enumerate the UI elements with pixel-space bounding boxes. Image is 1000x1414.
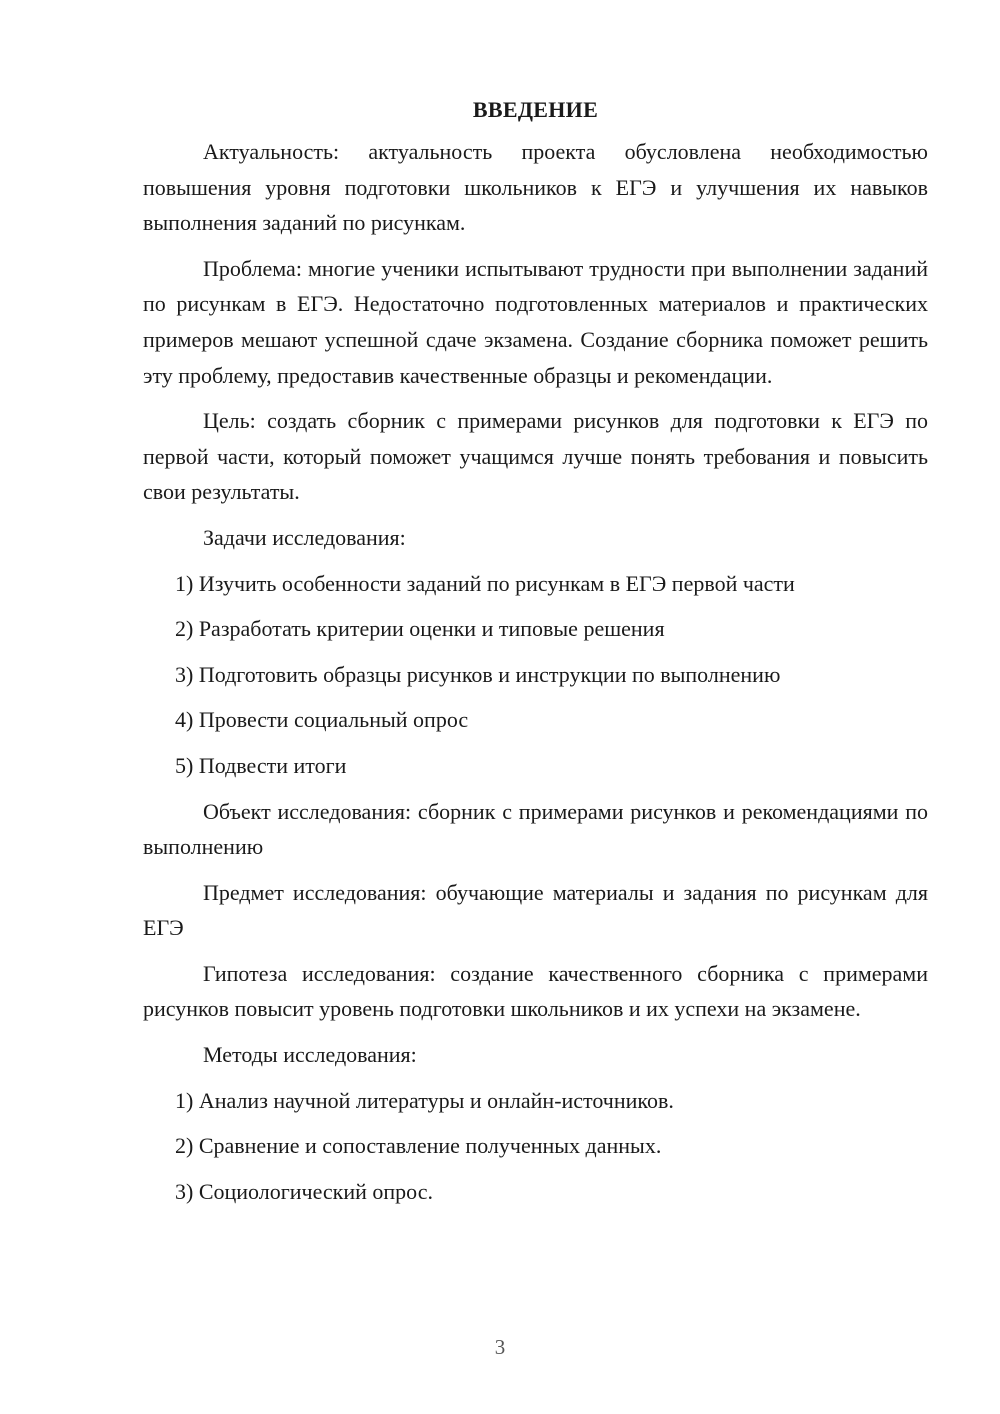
object-paragraph: Объект исследования: сборник с примерами рисунков и рекомендациями по выполнению — [143, 798, 928, 860]
methods-heading: Методы исследования: — [203, 1042, 417, 1068]
problem-paragraph: Проблема: многие ученики испытывают трудности при выполнении заданий по рисункам в ЕГЭ. Недостаточно подготовленных материалов и практических примеров мешают успешной сдаче экзамена. Создание сборника поможет решить эту проблему, предоставив качественные образцы и рекомендации. — [143, 255, 928, 388]
hypothesis-paragraph: Гипотеза исследования: создание качественного сборника с примерами рисунков повысит уровень подготовки школьников и их успехи на экзамене. — [143, 960, 928, 1022]
method-item-3: 3) Социологический опрос. — [175, 1178, 433, 1204]
method-item-1: 1) Анализ научной литературы и онлайн-источников. — [175, 1087, 674, 1113]
task-item-1: 1) Изучить особенности заданий по рисункам в ЕГЭ первой части — [175, 570, 795, 596]
page-number: 3 — [494, 1335, 506, 1359]
tasks-list — [143, 566, 928, 784]
methods-list — [143, 1083, 928, 1210]
task-item-2: 2) Разработать критерии оценки и типовые решения — [175, 616, 665, 642]
document-title: ВВЕДЕНИЕ — [472, 97, 599, 122]
tasks-heading: Задачи исследования: — [203, 524, 406, 550]
relevance-paragraph: Актуальность: актуальность проекта обусловлена необходимостью повышения уровня подготовки школьников к ЕГЭ и улучшения их навыков выполнения заданий по рисункам. — [143, 139, 928, 236]
subject-paragraph: Предмет исследования: обучающие материалы и задания по рисункам для ЕГЭ — [143, 879, 928, 941]
goal-paragraph: Цель: создать сборник с примерами рисунков для подготовки к ЕГЭ по первой части, который поможет учащимся лучше понять требования и повысить свои результаты. — [143, 408, 928, 505]
task-item-4: 4) Провести социальный опрос — [175, 707, 469, 733]
task-item-3: 3) Подготовить образцы рисунков и инструкции по выполнению — [175, 661, 781, 687]
method-item-2: 2) Сравнение и сопоставление полученных данных. — [175, 1133, 662, 1159]
document-page — [143, 93, 928, 1219]
task-item-5: 5) Подвести итоги — [175, 752, 347, 778]
